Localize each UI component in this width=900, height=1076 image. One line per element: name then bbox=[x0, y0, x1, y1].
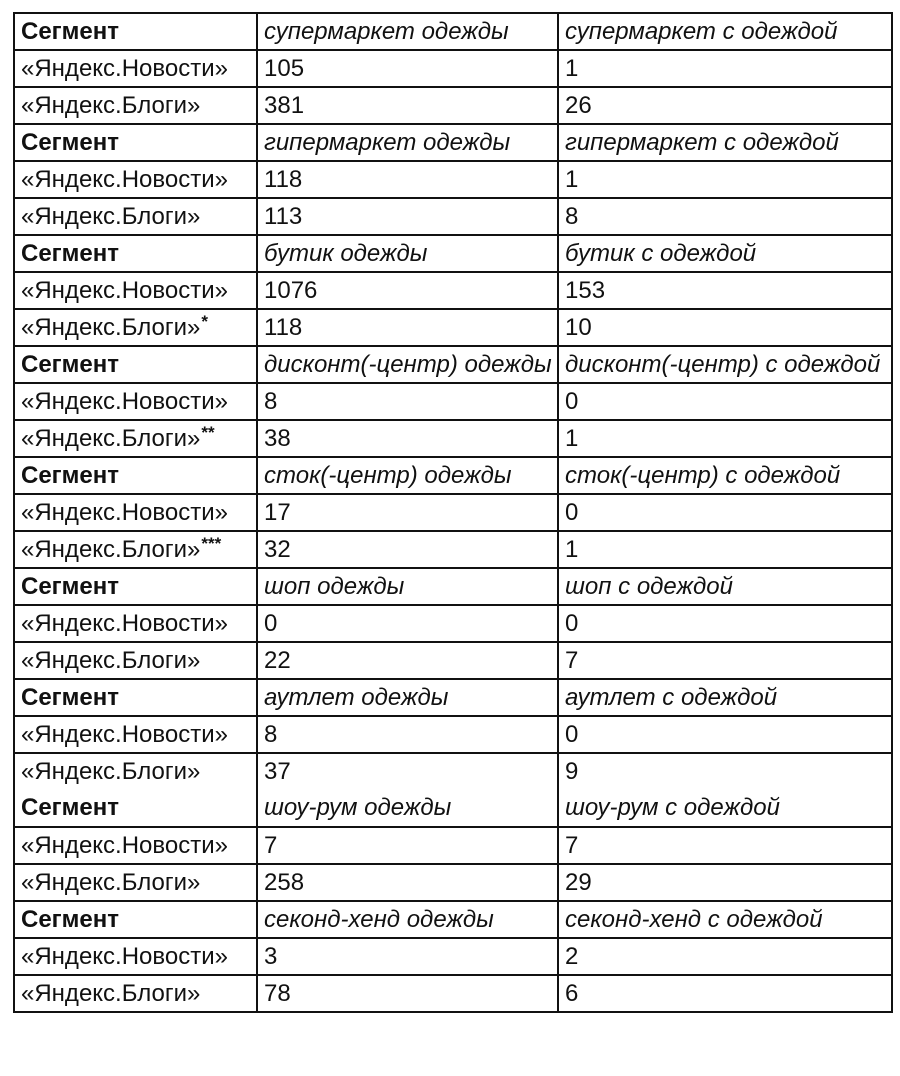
count-term-a: 258 bbox=[257, 864, 558, 901]
segment-term-a: бутик одежды bbox=[257, 235, 558, 272]
segment-header-row bbox=[14, 346, 892, 383]
segment-label: Сегмент bbox=[14, 124, 257, 161]
source-name: «Яндекс.Блоги» bbox=[21, 424, 201, 452]
source-cell bbox=[14, 716, 257, 753]
source-cell bbox=[14, 531, 257, 568]
count-term-b: 6 bbox=[558, 975, 892, 1012]
table-row bbox=[14, 272, 892, 309]
segment-header-row bbox=[14, 124, 892, 161]
count-term-a: 32 bbox=[257, 531, 558, 568]
segment-term-a: шоп одежды bbox=[257, 568, 558, 605]
segment-header-row bbox=[14, 568, 892, 605]
segment-header-row bbox=[14, 13, 892, 50]
source-cell bbox=[14, 642, 257, 679]
source-name: «Яндекс.Блоги» bbox=[21, 91, 201, 119]
count-term-b: 29 bbox=[558, 864, 892, 901]
table-row bbox=[14, 383, 892, 420]
count-term-a: 3 bbox=[257, 938, 558, 975]
table-row bbox=[14, 864, 892, 901]
table-row bbox=[14, 938, 892, 975]
count-term-b: 0 bbox=[558, 494, 892, 531]
count-term-b: 10 bbox=[558, 309, 892, 346]
count-term-b: 1 bbox=[558, 161, 892, 198]
segment-header-row bbox=[14, 901, 892, 938]
count-term-a: 0 bbox=[257, 605, 558, 642]
source-cell bbox=[14, 938, 257, 975]
source-cell bbox=[14, 420, 257, 457]
segment-term-b: шоп с одеждой bbox=[558, 568, 892, 605]
segment-label: Сегмент bbox=[14, 235, 257, 272]
segment-term-b: шоу-рум с одеждой bbox=[558, 790, 892, 827]
count-term-b: 7 bbox=[558, 827, 892, 864]
count-term-b: 0 bbox=[558, 716, 892, 753]
source-name: «Яндекс.Новости» bbox=[21, 54, 228, 82]
count-term-b: 0 bbox=[558, 383, 892, 420]
source-cell bbox=[14, 975, 257, 1012]
source-cell bbox=[14, 309, 257, 346]
source-name: «Яндекс.Новости» bbox=[21, 720, 228, 748]
count-term-a: 118 bbox=[257, 161, 558, 198]
source-cell bbox=[14, 383, 257, 420]
table-row bbox=[14, 309, 892, 346]
count-term-a: 1076 bbox=[257, 272, 558, 309]
count-term-a: 17 bbox=[257, 494, 558, 531]
table-row bbox=[14, 642, 892, 679]
segment-term-a: секонд-хенд одежды bbox=[257, 901, 558, 938]
table-row bbox=[14, 531, 892, 568]
segment-header-row bbox=[14, 457, 892, 494]
table-row bbox=[14, 420, 892, 457]
table-row bbox=[14, 716, 892, 753]
source-name: «Яндекс.Блоги» bbox=[21, 646, 201, 674]
source-cell bbox=[14, 198, 257, 235]
source-name: «Яндекс.Блоги» bbox=[21, 979, 201, 1007]
source-cell bbox=[14, 50, 257, 87]
segment-term-a: гипермаркет одежды bbox=[257, 124, 558, 161]
segment-term-b: дисконт(-центр) с одеждой bbox=[558, 346, 892, 383]
table-row bbox=[14, 753, 892, 790]
source-name: «Яндекс.Новости» bbox=[21, 165, 228, 193]
source-name: «Яндекс.Новости» bbox=[21, 609, 228, 637]
source-cell bbox=[14, 864, 257, 901]
segment-term-a: шоу-рум одежды bbox=[257, 790, 558, 827]
count-term-a: 113 bbox=[257, 198, 558, 235]
count-term-a: 78 bbox=[257, 975, 558, 1012]
source-name: «Яндекс.Новости» bbox=[21, 276, 228, 304]
table-row bbox=[14, 198, 892, 235]
source-cell bbox=[14, 87, 257, 124]
source-name: «Яндекс.Новости» bbox=[21, 498, 228, 526]
segment-term-b: секонд-хенд с одеждой bbox=[558, 901, 892, 938]
count-term-a: 38 bbox=[257, 420, 558, 457]
source-name: «Яндекс.Новости» bbox=[21, 942, 228, 970]
table-body bbox=[14, 13, 892, 1012]
source-cell bbox=[14, 161, 257, 198]
table-row bbox=[14, 605, 892, 642]
source-name: «Яндекс.Блоги» bbox=[21, 868, 201, 896]
source-cell bbox=[14, 605, 257, 642]
segment-term-a: аутлет одежды bbox=[257, 679, 558, 716]
segment-header-row bbox=[14, 790, 892, 827]
count-term-b: 2 bbox=[558, 938, 892, 975]
segment-label: Сегмент bbox=[14, 790, 257, 827]
source-cell bbox=[14, 272, 257, 309]
count-term-b: 1 bbox=[558, 531, 892, 568]
source-name: «Яндекс.Блоги» bbox=[21, 202, 201, 230]
count-term-b: 8 bbox=[558, 198, 892, 235]
count-term-a: 37 bbox=[257, 753, 558, 790]
segment-label: Сегмент bbox=[14, 568, 257, 605]
segment-term-b: супермаркет с одеждой bbox=[558, 13, 892, 50]
count-term-a: 118 bbox=[257, 309, 558, 346]
segment-label: Сегмент bbox=[14, 901, 257, 938]
segment-stats-table bbox=[13, 12, 893, 1013]
count-term-b: 9 bbox=[558, 753, 892, 790]
table-row bbox=[14, 161, 892, 198]
count-term-a: 105 bbox=[257, 50, 558, 87]
source-name: «Яндекс.Новости» bbox=[21, 387, 228, 415]
source-cell bbox=[14, 753, 257, 790]
segment-term-a: сток(-центр) одежды bbox=[257, 457, 558, 494]
segment-term-b: сток(-центр) с одеждой bbox=[558, 457, 892, 494]
footnote-mark: *** bbox=[201, 533, 222, 553]
segment-label: Сегмент bbox=[14, 679, 257, 716]
segment-label: Сегмент bbox=[14, 457, 257, 494]
count-term-a: 22 bbox=[257, 642, 558, 679]
segment-term-b: аутлет с одеждой bbox=[558, 679, 892, 716]
footnote-mark: * bbox=[201, 311, 208, 331]
table-row bbox=[14, 975, 892, 1012]
count-term-a: 381 bbox=[257, 87, 558, 124]
count-term-b: 1 bbox=[558, 420, 892, 457]
table-row bbox=[14, 50, 892, 87]
segment-label: Сегмент bbox=[14, 13, 257, 50]
segment-header-row bbox=[14, 679, 892, 716]
segment-header-row bbox=[14, 235, 892, 272]
count-term-b: 1 bbox=[558, 50, 892, 87]
source-cell bbox=[14, 494, 257, 531]
table-row bbox=[14, 87, 892, 124]
segment-term-b: гипермаркет с одеждой bbox=[558, 124, 892, 161]
count-term-b: 26 bbox=[558, 87, 892, 124]
table-row bbox=[14, 827, 892, 864]
segment-term-b: бутик с одеждой bbox=[558, 235, 892, 272]
count-term-b: 0 bbox=[558, 605, 892, 642]
source-name: «Яндекс.Блоги» bbox=[21, 758, 201, 785]
source-name: «Яндекс.Блоги» bbox=[21, 535, 201, 563]
footnote-mark: ** bbox=[201, 422, 215, 442]
count-term-b: 153 bbox=[558, 272, 892, 309]
count-term-a: 7 bbox=[257, 827, 558, 864]
segment-term-a: дисконт(-центр) одежды bbox=[257, 346, 558, 383]
count-term-a: 8 bbox=[257, 383, 558, 420]
source-name: «Яндекс.Новости» bbox=[21, 831, 228, 859]
segment-label: Сегмент bbox=[14, 346, 257, 383]
table-row bbox=[14, 494, 892, 531]
source-cell bbox=[14, 827, 257, 864]
segment-term-a: супермаркет одежды bbox=[257, 13, 558, 50]
count-term-b: 7 bbox=[558, 642, 892, 679]
source-name: «Яндекс.Блоги» bbox=[21, 313, 201, 341]
count-term-a: 8 bbox=[257, 716, 558, 753]
